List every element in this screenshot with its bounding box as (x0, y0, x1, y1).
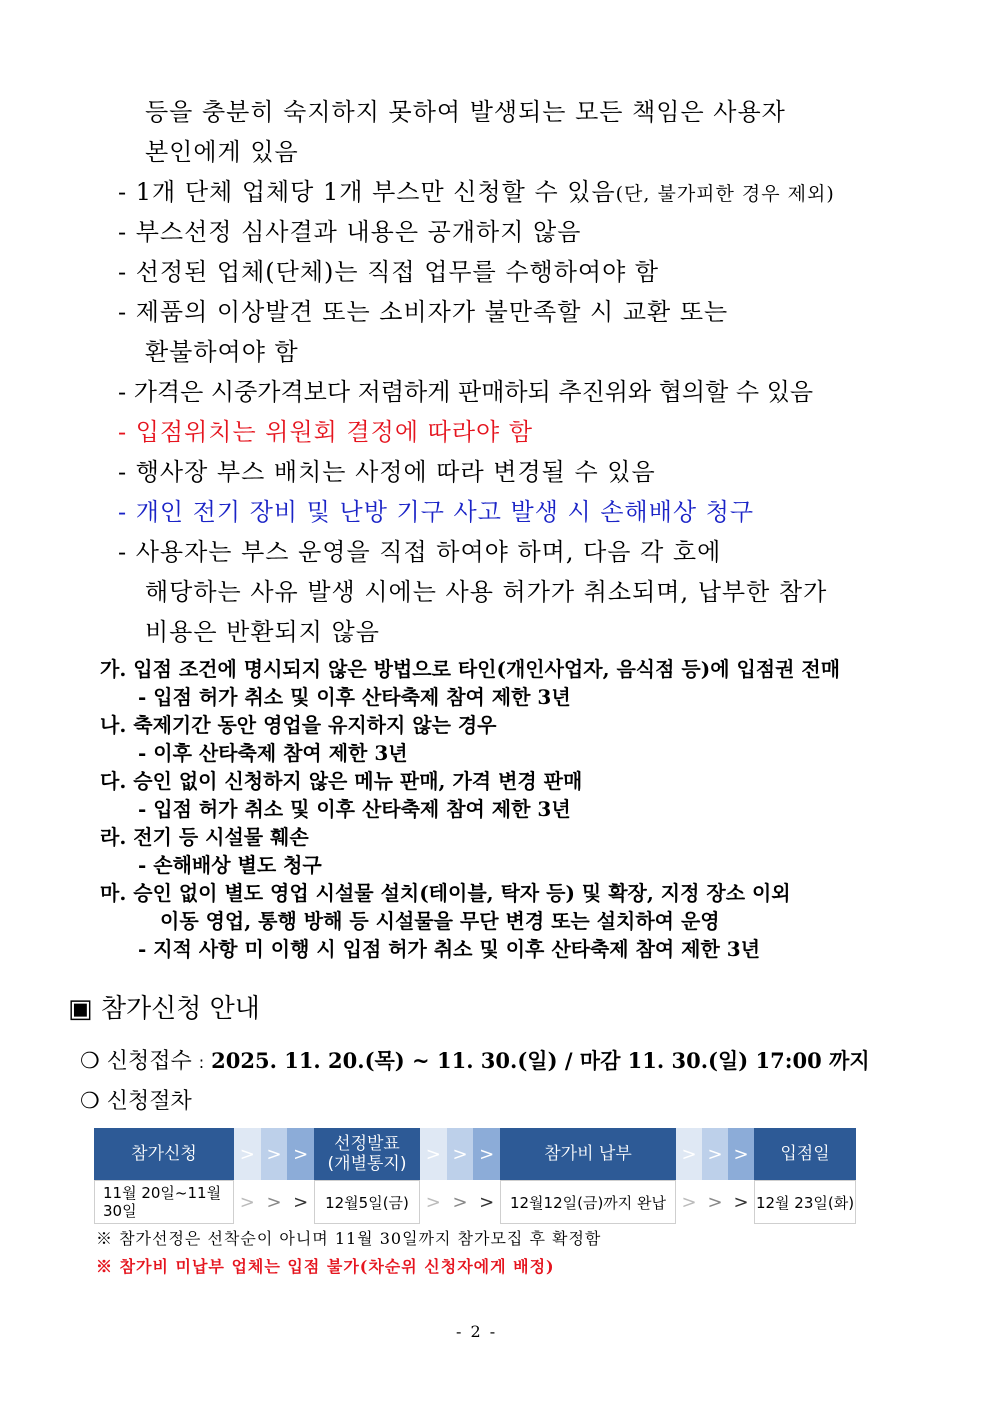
body-line-blue: - 개인 전기 장비 및 난방 기구 사고 발생 시 손해배상 청구 (118, 498, 755, 526)
clause-detail: - 지적 사항 미 이행 시 입점 허가 취소 및 이후 산타축제 참여 제한 3년 (138, 937, 761, 961)
application-procedure (80, 1084, 192, 1115)
chevron-right-icon: > (707, 1191, 723, 1213)
body-line: 환불하여야 함 (145, 338, 299, 366)
clause-detail: - 입점 허가 취소 및 이후 산타축제 참여 제한 3년 (138, 685, 571, 709)
body-line: - 사용자는 부스 운영을 직접 하여야 하며, 다음 각 호에 (118, 538, 722, 566)
page-number: - 2 - (456, 1322, 498, 1341)
step-title-announce: 선정발표 (개별통지) (314, 1128, 420, 1180)
step-detail-entry: 12월 23일(화) (754, 1180, 856, 1224)
chevron-right-icon: > (234, 1128, 261, 1180)
note-payment-warning: ※ 참가비 미납부 업체는 입점 불가(차순위 신청자에게 배정) (96, 1257, 555, 1276)
step-title-entry: 입점일 (754, 1128, 856, 1180)
chevron-right-icon: > (287, 1128, 314, 1180)
step-title-payment: 참가비 납부 (500, 1128, 676, 1180)
section-heading (68, 988, 260, 1025)
chevron-right-icon: > (452, 1191, 468, 1213)
step-detail-payment: 12월12일(금)까지 완납 (500, 1180, 676, 1224)
circle-bullet-icon: ❍ (80, 1089, 100, 1114)
body-line: - 선정된 업체(단체)는 직접 업무를 수행하여야 함 (118, 258, 660, 286)
chevron-right-icon: > (239, 1191, 255, 1213)
chevron-right-icon: > (293, 1191, 309, 1213)
chevron-right-icon: > (473, 1128, 500, 1180)
square-marker-icon: ▣ (68, 994, 93, 1024)
step-detail-announce: 12월5일(금) (314, 1180, 420, 1224)
note-selection: ※ 참가선정은 선착순이 아니며 11월 30일까지 참가모집 후 확정함 (96, 1229, 602, 1248)
clause-detail: - 이후 산타축제 참여 제한 3년 (138, 741, 408, 765)
body-line: - 행사장 부스 배치는 사정에 따라 변경될 수 있음 (118, 458, 656, 486)
chevron-right-icon: > (681, 1191, 697, 1213)
body-line: - 제품의 이상발견 또는 소비자가 불만족할 시 교환 또는 (118, 298, 729, 326)
chevron-right-icon: > (479, 1191, 495, 1213)
body-line: 본인에게 있음 (145, 138, 299, 166)
arrow-row (420, 1180, 500, 1224)
section-title: 참가신청 안내 (100, 994, 260, 1024)
chevron-right-icon: > (676, 1128, 702, 1180)
item-value: 2025. 11. 20.(목) ~ 11. 30.(일) / 마감 11. 30.(일) 17:00 까지 (211, 1048, 870, 1073)
clause-title: 다. 승인 없이 신청하지 않은 메뉴 판매, 가격 변경 판매 (100, 769, 583, 793)
arrow-band (234, 1128, 314, 1180)
body-line-red: - 입점위치는 위원회 결정에 따라야 함 (118, 418, 534, 446)
arrow-row (234, 1180, 314, 1224)
chevron-right-icon: > (420, 1128, 447, 1180)
chevron-right-icon: > (733, 1191, 749, 1213)
arrow-band (420, 1128, 500, 1180)
body-line: 등을 충분히 숙지하지 못하여 발생되는 모든 책임은 사용자 (145, 98, 786, 126)
chevron-right-icon: > (728, 1128, 754, 1180)
clause-title: 나. 축제기간 동안 영업을 유지하지 않는 경우 (100, 713, 497, 737)
body-line: - 부스선정 심사결과 내용은 공개하지 않음 (118, 218, 582, 246)
application-period (80, 1044, 870, 1075)
clause-detail: - 손해배상 별도 청구 (138, 853, 322, 877)
body-line: 비용은 반환되지 않음 (145, 618, 380, 646)
arrow-row (676, 1180, 754, 1224)
chevron-right-icon: > (425, 1191, 441, 1213)
arrow-band (676, 1128, 754, 1180)
chevron-right-icon: > (266, 1191, 282, 1213)
item-label: 신청접수 (106, 1049, 192, 1074)
item-separator: : (198, 1053, 205, 1072)
item-label: 신청절차 (106, 1089, 192, 1114)
circle-bullet-icon: ❍ (80, 1049, 100, 1074)
chevron-right-icon: > (261, 1128, 288, 1180)
step-title-apply: 참가신청 (94, 1128, 234, 1180)
clause-title: 가. 입점 조건에 명시되지 않은 방법으로 타인(개인사업자, 음식점 등)에 입점권 전매 (100, 657, 841, 681)
chevron-right-icon: > (447, 1128, 474, 1180)
clause-title: 마. 승인 없이 별도 영업 시설물 설치(테이블, 탁자 등) 및 확장, 지정 장소 이외 (100, 881, 791, 905)
chevron-right-icon: > (702, 1128, 728, 1180)
body-line-aside: (단, 불가피한 경우 제외) (615, 183, 835, 205)
body-line-main: - 1개 단체 업체당 1개 부스만 신청할 수 있음 (118, 178, 616, 206)
clause-continuation: 이동 영업, 통행 방해 등 시설물을 무단 변경 또는 설치하여 운영 (160, 909, 720, 933)
body-line (118, 172, 835, 207)
body-line: - 가격은 시중가격보다 저렴하게 판매하되 추진위와 협의할 수 있음 (118, 378, 814, 406)
clause-title: 라. 전기 등 시설물 훼손 (100, 825, 309, 849)
body-line: 해당하는 사유 발생 시에는 사용 허가가 취소되며, 납부한 참가 (145, 578, 828, 606)
clause-detail: - 입점 허가 취소 및 이후 산타축제 참여 제한 3년 (138, 797, 571, 821)
step-detail-apply: 11월 20일~11월 30일 (94, 1180, 234, 1224)
